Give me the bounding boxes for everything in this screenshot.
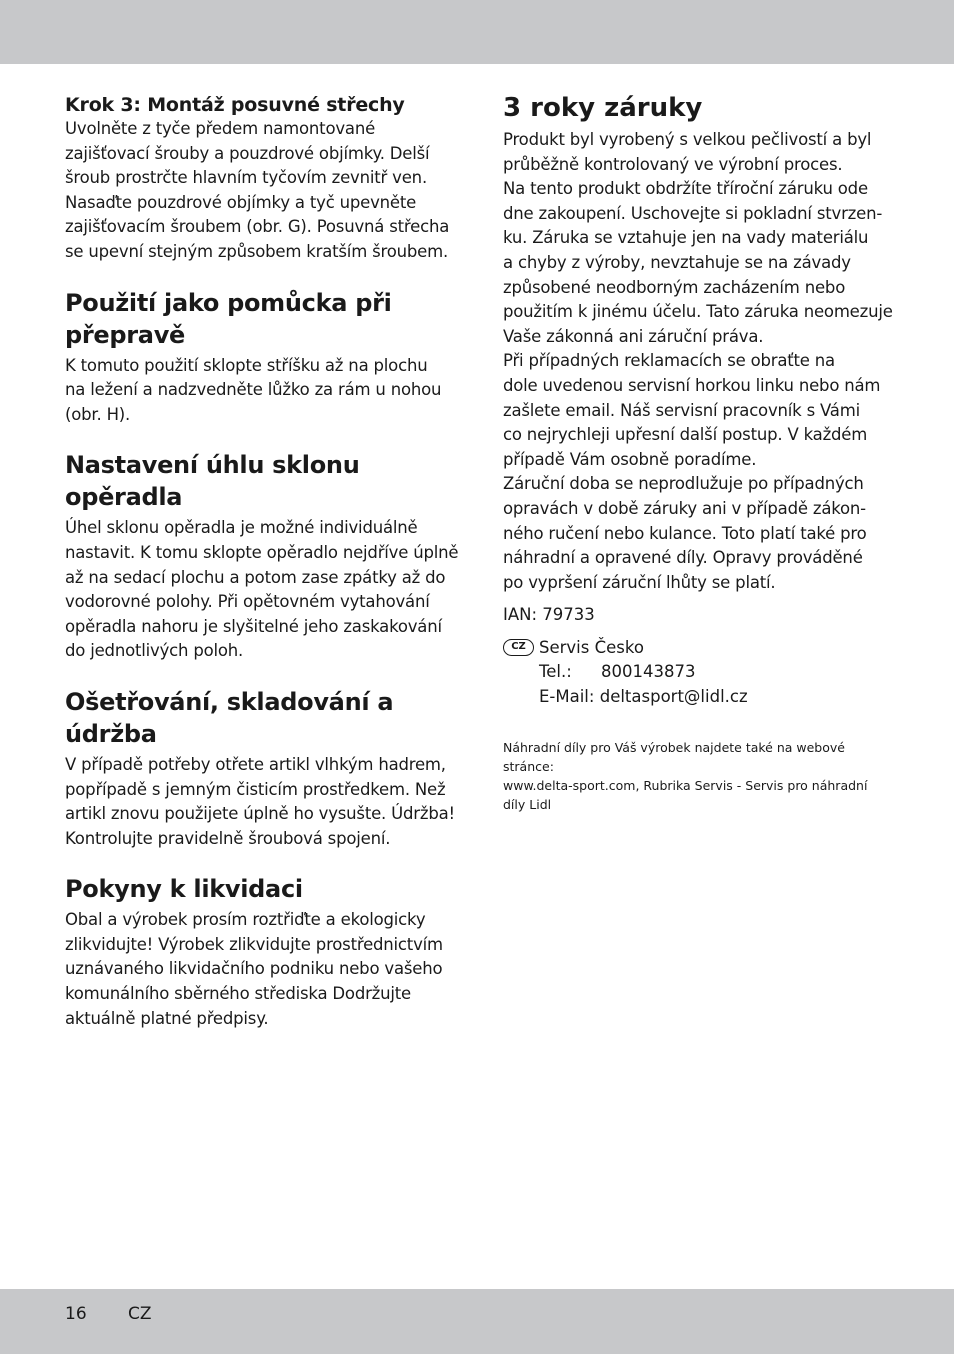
text-line: ného ručení nebo kulance. Toto platí také pro bbox=[503, 523, 867, 543]
email-row bbox=[539, 685, 903, 710]
step3-heading: Krok 3: Montáž posuvné střechy bbox=[65, 94, 405, 116]
step3-text bbox=[65, 117, 465, 265]
backrest-heading bbox=[65, 449, 465, 513]
email-label: E-Mail: bbox=[539, 687, 595, 707]
text-line: Na tento produkt obdržíte tříroční záruku ode bbox=[503, 179, 868, 199]
heading-line: Pokyny k likvidaci bbox=[65, 875, 303, 904]
text-line: dne zakoupení. Uschovejte si pokladní stvrzen- bbox=[503, 203, 883, 223]
left-column bbox=[65, 93, 465, 1031]
text-line: a chyby z výroby, nevztahuje se na závady bbox=[503, 252, 851, 272]
heading-line: Ošetřování, skladování a bbox=[65, 687, 394, 716]
header-band bbox=[0, 0, 954, 64]
text-line: co nejrychleji upřesní další postup. V každém bbox=[503, 425, 868, 445]
text-line: na ležení a nadzvedněte lůžko za rám u nohou bbox=[65, 380, 442, 400]
text-line: uznávaného likvidačního podniku nebo vašeho bbox=[65, 959, 443, 979]
heading-line: přepravě bbox=[65, 320, 186, 349]
warranty-heading: 3 roky záruky bbox=[503, 93, 703, 123]
text-line: Nasaďte pouzdrové objímky a tyč upevněte bbox=[65, 192, 417, 212]
note-line: Náhradní díly pro Váš výrobek najdete také na webové bbox=[503, 739, 845, 755]
page-number: 16 bbox=[65, 1304, 87, 1324]
service-contact bbox=[503, 636, 903, 710]
text-line: Kontrolujte pravidelně šroubová spojení. bbox=[65, 828, 391, 848]
backrest-text bbox=[65, 516, 465, 664]
disposal-text bbox=[65, 908, 465, 1031]
email-address[interactable]: deltasport@lidl.cz bbox=[599, 687, 748, 707]
heading-line: opěradla bbox=[65, 483, 183, 512]
language-code: CZ bbox=[128, 1304, 152, 1324]
text-line: ku. Záruka se vztahuje jen na vady materiálu bbox=[503, 228, 869, 248]
note-line: stránce: bbox=[503, 758, 554, 774]
text-line: Uvolněte z tyče předem namontované bbox=[65, 119, 376, 138]
disposal-heading bbox=[65, 873, 465, 905]
transport-text bbox=[65, 354, 465, 428]
country-badge-icon: CZ bbox=[503, 639, 534, 656]
right-column bbox=[503, 90, 903, 814]
text-line: zajišťovací šrouby a pouzdrové objímky. Delší bbox=[65, 143, 430, 163]
text-line: aktuálně platné předpisy. bbox=[65, 1008, 269, 1028]
spare-parts-note bbox=[503, 738, 903, 814]
text-line: způsobené neodborným zacházením nebo bbox=[503, 277, 846, 297]
warranty-text bbox=[503, 128, 903, 595]
note-line: díly Lidl bbox=[503, 796, 552, 812]
text-line: nastavit. K tomu sklopte opěradlo nejdříve úplně bbox=[65, 542, 459, 562]
text-line: po vypršení záruční lhůty se platí. bbox=[503, 572, 776, 592]
text-line: Úhel sklonu opěradla je možné individuálně bbox=[65, 518, 418, 538]
text-line: opravách v době záruky ani v případě zákon- bbox=[503, 498, 866, 518]
text-line: se upevní stejným způsobem kratším šroubem. bbox=[65, 241, 449, 261]
text-line: zajišťovacím šroubem (obr. G). Posuvná střecha bbox=[65, 217, 450, 237]
care-text bbox=[65, 753, 465, 851]
text-line: V případě potřeby otřete artikl vlhkým hadrem, bbox=[65, 754, 446, 774]
text-line: do jednotlivých poloh. bbox=[65, 641, 244, 661]
text-line: opěradla nahoru je slyšitelné jeho zaskakování bbox=[65, 616, 442, 636]
text-line: Produkt byl vyrobený s velkou pečlivostí a byl bbox=[503, 130, 872, 149]
text-line: popřípadě s jemným čisticím prostředkem. Než bbox=[65, 779, 446, 799]
text-line: až na sedací plochu a potom zase zpátky až do bbox=[65, 567, 446, 587]
text-line: náhradní a opravené díly. Opravy prováděné bbox=[503, 548, 863, 568]
text-line: K tomuto použití sklopte stříšku až na plochu bbox=[65, 355, 428, 375]
phone-label: Tel.: bbox=[539, 662, 572, 682]
text-line: Obal a výrobek prosím roztřiďte a ekologicky bbox=[65, 910, 426, 930]
text-line: zlikvidujte! Výrobek zlikvidujte prostřednictvím bbox=[65, 934, 443, 954]
heading-line: Použití jako pomůcka při bbox=[65, 288, 392, 317]
ian-number: IAN: 79733 bbox=[503, 605, 595, 625]
text-line: Záruční doba se neprodlužuje po případných bbox=[503, 474, 864, 494]
text-line: použitím k jinému účelu. Tato záruka neomezuje bbox=[503, 302, 893, 322]
service-name: Servis Česko bbox=[539, 637, 644, 657]
text-line: zašlete email. Náš servisní pracovník s Vámi bbox=[503, 400, 860, 420]
text-line: Vaše zákonná ani záruční práva. bbox=[503, 326, 764, 346]
text-line: dole uvedenou servisní horkou linku nebo nám bbox=[503, 375, 881, 395]
phone-row bbox=[539, 660, 903, 685]
text-line: průběžně kontrolovaný ve výrobní proces. bbox=[503, 154, 843, 174]
text-line: komunálního sběrného střediska Dodržujte bbox=[65, 984, 412, 1004]
text-line: artikl znovu použijete úplně ho vysušte. Údržba! bbox=[65, 804, 455, 824]
note-line: www.delta-sport.com, Rubrika Servis - Servis pro náhradní bbox=[503, 777, 868, 793]
heading-line: Nastavení úhlu sklonu bbox=[65, 451, 360, 480]
phone-number[interactable]: 800143873 bbox=[601, 662, 696, 682]
text-line: šroub prostrčte hlavním tyčovím zevnitř ven. bbox=[65, 168, 427, 188]
text-line: případě Vám osobně poradíme. bbox=[503, 449, 757, 469]
text-line: Při případných reklamacích se obraťte na bbox=[503, 351, 835, 371]
care-heading bbox=[65, 686, 465, 750]
heading-line: údržba bbox=[65, 719, 157, 748]
transport-heading bbox=[65, 287, 465, 351]
text-line: (obr. H). bbox=[65, 404, 131, 424]
text-line: vodorovné polohy. Při opětovném vytahování bbox=[65, 592, 430, 612]
